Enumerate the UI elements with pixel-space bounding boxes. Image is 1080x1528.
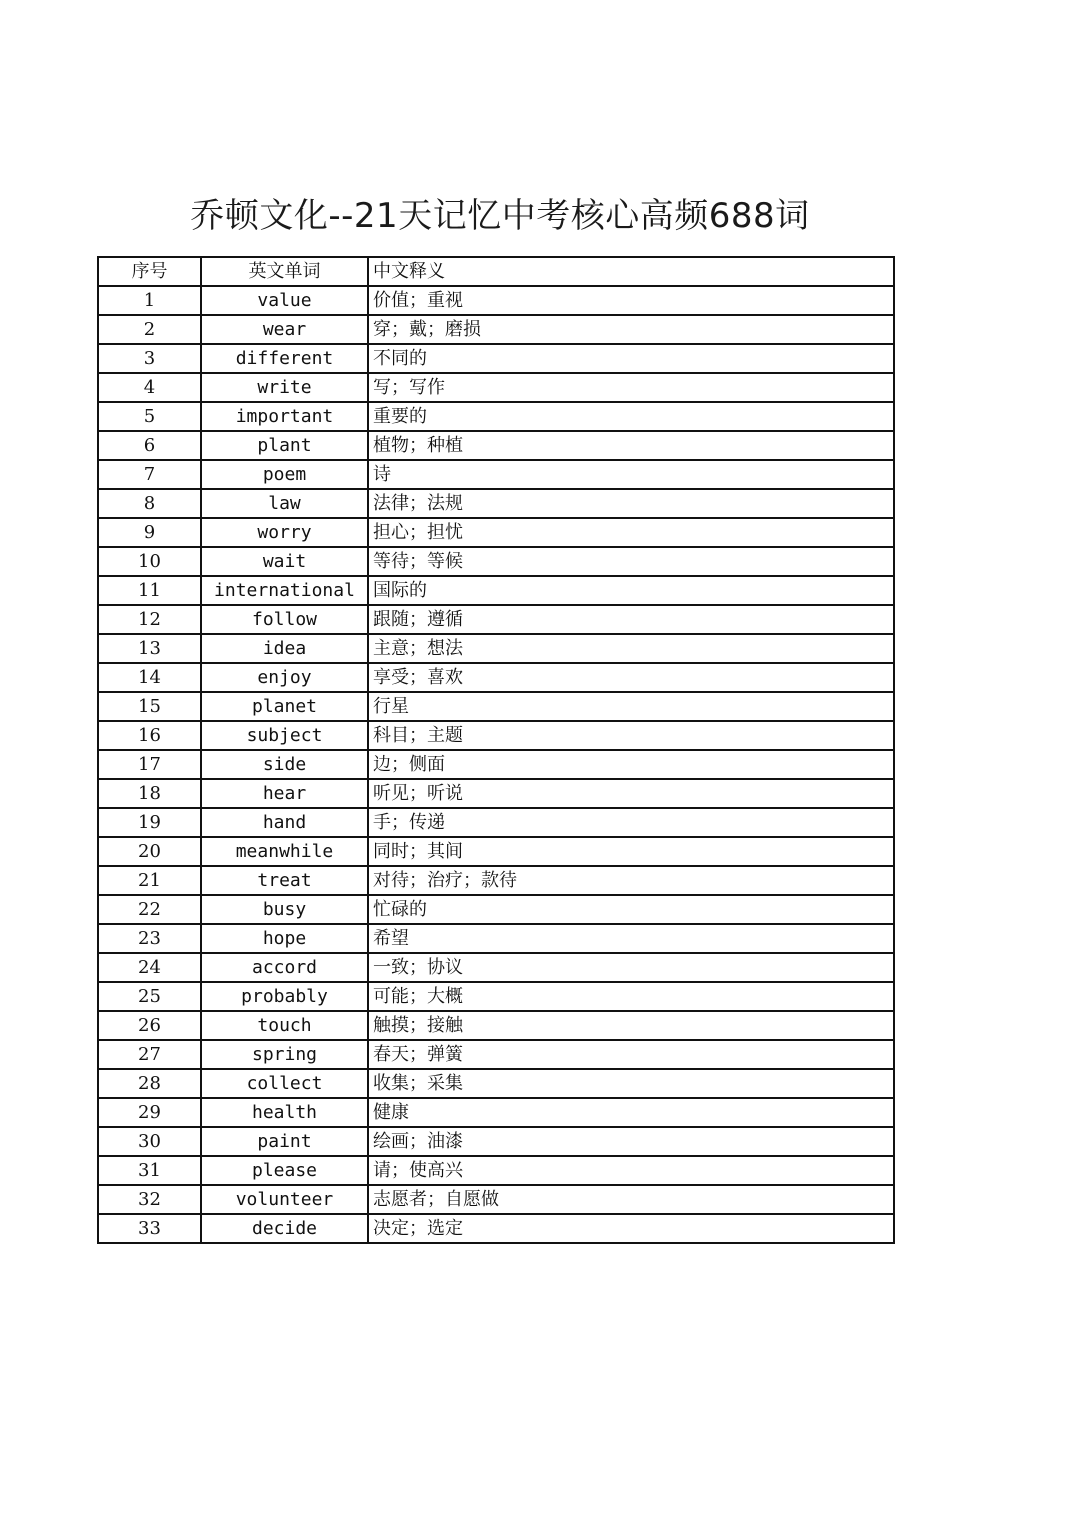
english-word: busy <box>201 895 368 924</box>
row-number: 33 <box>98 1214 201 1243</box>
row-number: 25 <box>98 982 201 1011</box>
chinese-meaning: 重要的 <box>368 402 894 431</box>
header-chinese-meaning: 中文释义 <box>368 257 894 286</box>
row-number: 24 <box>98 953 201 982</box>
english-word: worry <box>201 518 368 547</box>
chinese-meaning: 担心；担忧 <box>368 518 894 547</box>
chinese-meaning: 主意；想法 <box>368 634 894 663</box>
chinese-meaning: 不同的 <box>368 344 894 373</box>
english-word: law <box>201 489 368 518</box>
row-number: 19 <box>98 808 201 837</box>
chinese-meaning: 价值；重视 <box>368 286 894 315</box>
chinese-meaning: 手；传递 <box>368 808 894 837</box>
row-number: 9 <box>98 518 201 547</box>
row-number: 16 <box>98 721 201 750</box>
table-row <box>98 1185 894 1214</box>
english-word: planet <box>201 692 368 721</box>
chinese-meaning: 等待；等候 <box>368 547 894 576</box>
table-row <box>98 779 894 808</box>
chinese-meaning: 享受；喜欢 <box>368 663 894 692</box>
row-number: 5 <box>98 402 201 431</box>
chinese-meaning: 行星 <box>368 692 894 721</box>
table-row <box>98 1040 894 1069</box>
english-word: hand <box>201 808 368 837</box>
row-number: 13 <box>98 634 201 663</box>
english-word: idea <box>201 634 368 663</box>
row-number: 12 <box>98 605 201 634</box>
row-number: 27 <box>98 1040 201 1069</box>
table-row <box>98 692 894 721</box>
english-word: poem <box>201 460 368 489</box>
table-row <box>98 1214 894 1243</box>
english-word: different <box>201 344 368 373</box>
row-number: 14 <box>98 663 201 692</box>
chinese-meaning: 同时；其间 <box>368 837 894 866</box>
english-word: decide <box>201 1214 368 1243</box>
row-number: 6 <box>98 431 201 460</box>
row-number: 10 <box>98 547 201 576</box>
chinese-meaning: 绘画；油漆 <box>368 1127 894 1156</box>
chinese-meaning: 决定；选定 <box>368 1214 894 1243</box>
english-word: treat <box>201 866 368 895</box>
chinese-meaning: 触摸；接触 <box>368 1011 894 1040</box>
chinese-meaning: 收集；采集 <box>368 1069 894 1098</box>
table-row <box>98 344 894 373</box>
chinese-meaning: 写；写作 <box>368 373 894 402</box>
row-number: 3 <box>98 344 201 373</box>
table-row <box>98 605 894 634</box>
english-word: enjoy <box>201 663 368 692</box>
chinese-meaning: 健康 <box>368 1098 894 1127</box>
table-header-row <box>98 257 894 286</box>
english-word: touch <box>201 1011 368 1040</box>
row-number: 29 <box>98 1098 201 1127</box>
table-row <box>98 315 894 344</box>
chinese-meaning: 希望 <box>368 924 894 953</box>
table-row <box>98 924 894 953</box>
table-row <box>98 373 894 402</box>
table-row <box>98 286 894 315</box>
row-number: 2 <box>98 315 201 344</box>
english-word: collect <box>201 1069 368 1098</box>
vocabulary-table <box>97 256 895 1244</box>
english-word: side <box>201 750 368 779</box>
row-number: 30 <box>98 1127 201 1156</box>
header-number: 序号 <box>98 257 201 286</box>
row-number: 21 <box>98 866 201 895</box>
english-word: subject <box>201 721 368 750</box>
chinese-meaning: 忙碌的 <box>368 895 894 924</box>
row-number: 20 <box>98 837 201 866</box>
chinese-meaning: 志愿者；自愿做 <box>368 1185 894 1214</box>
chinese-meaning: 穿；戴；磨损 <box>368 315 894 344</box>
english-word: accord <box>201 953 368 982</box>
row-number: 26 <box>98 1011 201 1040</box>
english-word: paint <box>201 1127 368 1156</box>
chinese-meaning: 科目；主题 <box>368 721 894 750</box>
table-row <box>98 1098 894 1127</box>
chinese-meaning: 跟随；遵循 <box>368 605 894 634</box>
chinese-meaning: 可能；大概 <box>368 982 894 1011</box>
english-word: wear <box>201 315 368 344</box>
table-row <box>98 721 894 750</box>
row-number: 1 <box>98 286 201 315</box>
table-row <box>98 1156 894 1185</box>
row-number: 4 <box>98 373 201 402</box>
english-word: value <box>201 286 368 315</box>
english-word: plant <box>201 431 368 460</box>
row-number: 18 <box>98 779 201 808</box>
table-row <box>98 1069 894 1098</box>
english-word: important <box>201 402 368 431</box>
chinese-meaning: 一致；协议 <box>368 953 894 982</box>
page-title: 乔顿文化--21天记忆中考核心高频688词 <box>190 196 810 236</box>
row-number: 31 <box>98 1156 201 1185</box>
chinese-meaning: 请；使高兴 <box>368 1156 894 1185</box>
chinese-meaning: 国际的 <box>368 576 894 605</box>
english-word: volunteer <box>201 1185 368 1214</box>
row-number: 23 <box>98 924 201 953</box>
header-english-word: 英文单词 <box>201 257 368 286</box>
row-number: 15 <box>98 692 201 721</box>
english-word: international <box>201 576 368 605</box>
table-row <box>98 866 894 895</box>
chinese-meaning: 边；侧面 <box>368 750 894 779</box>
row-number: 32 <box>98 1185 201 1214</box>
chinese-meaning: 听见；听说 <box>368 779 894 808</box>
table-row <box>98 431 894 460</box>
table-row <box>98 895 894 924</box>
row-number: 7 <box>98 460 201 489</box>
english-word: meanwhile <box>201 837 368 866</box>
table-row <box>98 547 894 576</box>
table-row <box>98 576 894 605</box>
english-word: write <box>201 373 368 402</box>
english-word: hear <box>201 779 368 808</box>
english-word: follow <box>201 605 368 634</box>
chinese-meaning: 诗 <box>368 460 894 489</box>
table-row <box>98 489 894 518</box>
english-word: hope <box>201 924 368 953</box>
table-row <box>98 808 894 837</box>
table-row <box>98 750 894 779</box>
table-body <box>98 286 894 1243</box>
english-word: health <box>201 1098 368 1127</box>
table-row <box>98 663 894 692</box>
english-word: please <box>201 1156 368 1185</box>
row-number: 11 <box>98 576 201 605</box>
table-row <box>98 837 894 866</box>
row-number: 17 <box>98 750 201 779</box>
chinese-meaning: 植物；种植 <box>368 431 894 460</box>
table-row <box>98 402 894 431</box>
english-word: spring <box>201 1040 368 1069</box>
table-row <box>98 1127 894 1156</box>
english-word: wait <box>201 547 368 576</box>
table-row <box>98 634 894 663</box>
chinese-meaning: 对待；治疗；款待 <box>368 866 894 895</box>
english-word: probably <box>201 982 368 1011</box>
row-number: 28 <box>98 1069 201 1098</box>
row-number: 22 <box>98 895 201 924</box>
chinese-meaning: 法律；法规 <box>368 489 894 518</box>
table-row <box>98 953 894 982</box>
row-number: 8 <box>98 489 201 518</box>
table-row <box>98 982 894 1011</box>
table-row <box>98 518 894 547</box>
chinese-meaning: 春天；弹簧 <box>368 1040 894 1069</box>
table-row <box>98 1011 894 1040</box>
table-row <box>98 460 894 489</box>
